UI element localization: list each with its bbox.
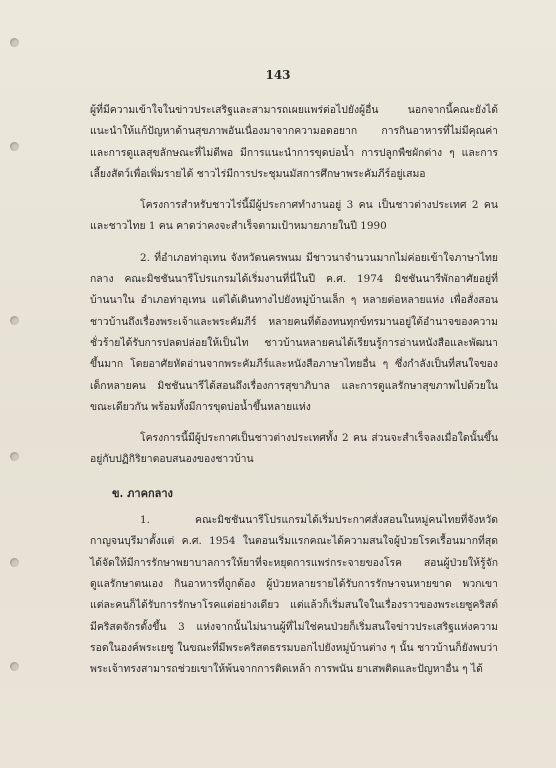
binder-hole — [10, 452, 19, 461]
paragraph: 2. ที่อำเภอท่าอุเทน จังหวัดนครพนม มีชาวนาจำนวนมากไม่ค่อยเข้าใจภาษาไทยกลาง คณะมิชชันนารีโปรแกรมได้เริ่มงานที่นี่ในปี ค.ศ. 1974 มิชชันนารีพักอาศัยอยู่ที่บ้านนาใน อำเภอท่าอุเทน แต่ได้เดินทางไปยังหมู่บ้านเล็ก ๆ หลายต่อหลายแห่ง เพื่อสั่งสอนชาวบ้านถึงเรื่องพระเจ้าและพระคัมภีร์ หลายคนที่ต้องทนทุกข์ทรมานอยู่ใต้อำนาจของความชั่วร้ายได้รับการปลดปล่อยให้เป็นไท ชาวบ้านหลายคนได้เรียนรู้การอ่านหนังสือและพัฒนาขึ้นมาก โดยอาศัยหัดอ่านจากพระคัมภีร์และหนังสือภาษาไทยอื่น ๆ ซึ่งกำลังเป็นที่สนใจของเด็กหลายคน มิชชันนารีได้สอนถึงเรื่องการสุขาภิบาล และการดูแลรักษาสุขภาพไปด้วยในขณะเดียวกัน พร้อมทั้งมีการขุดบ่อน้ำขึ้นหลายแห่ง — [90, 251, 498, 413]
binder-hole — [10, 662, 19, 671]
binder-hole — [10, 558, 19, 567]
page-number: 143 — [265, 68, 291, 82]
paragraph: โครงการสำหรับชาวไร่นี้มีผู้ประกาศทำงานอยู่ 3 คน เป็นชาวต่างประเทศ 2 คน และชาวไทย 1 คน คาดว่าคงจะสำเร็จตามเป้าหมายภายในปี 1990 — [90, 199, 498, 233]
paragraph: โครงการนี้มีผู้ประกาศเป็นชาวต่างประเทศทั้ง 2 คน ส่วนจะสำเร็จลงเมื่อใดนั้นขึ้นอยู่กับปฏิกิริยาตอบสนองของชาวบ้าน — [90, 432, 498, 466]
binder-hole — [10, 316, 19, 325]
paragraph: 1. คณะมิชชันนารีโปรแกรมได้เริ่มประกาศสั่งสอนในหมู่คนไทยที่จังหวัดกาญจนบุรีมาตั้งแต่ ค.ศ. 1954 ในตอนเริ่มแรกคณะได้ความสนใจผู้ป่วยโรคเรื้อนมากที่สุด ได้จัดให้มีการรักษาพยาบาลการให้ยาที่จะหยุดการแพร่กระจายของโรค สอนผู้ป่วยให้รู้จักดูแลรักษาตนเอง กินอาหารที่ถูกต้อง ผู้ป่วยหลายรายได้รับการรักษาจนหายขาด พวกเขาแต่ละคนก็ได้รับการรักษาโรคแต่อย่างเดียว แต่แล้วก็เริ่มสนใจในเรื่องราวของพระเยซูคริสต์ มีคริสตจักรตั้งขึ้น 3 แห่งจากนั้นไม่นานผู้ที่ไม่ใช่คนป่วยก็เริ่มสนใจข่าวประเสริฐแห่งความรอดในองค์พระเยซู ในขณะที่มีพระคริสตธรรมบอกไปยังหมู่บ้านต่าง ๆ นั้น ชาวบ้านก็ยังพบว่าพระเจ้าทรงสามารถช่วยเขาให้พ้นจากการติดเหล้า การพนัน ยาเสพติดและปัญหาอื่น ๆ ได้ — [90, 514, 498, 676]
binder-hole — [10, 38, 19, 47]
binder-hole — [10, 142, 19, 151]
section-heading: ข. ภาคกลาง — [112, 486, 173, 500]
body-text — [90, 100, 498, 680]
paragraph: ผู้ที่มีความเข้าใจในข่าวประเสริฐและสามารถเผยแพร่ต่อไปยังผู้อื่น นอกจากนี้คณะยังได้แนะนำให้แก้ปัญหาด้านสุขภาพอันเนื่องมาจากความอดอยาก การกินอาหารที่ไม่มีคุณค่า และการดูแลสุขลักษณะที่ไม่ดีพอ มีการแนะนำการขุดบ่อน้ำ การปลูกพืชผักต่าง ๆ และการเลี้ยงสัตว์เพื่อเพิ่มรายได้ ชาวไร่มีการประชุมนมัสการศึกษาพระคัมภีร์อยู่เสมอ — [90, 104, 498, 180]
